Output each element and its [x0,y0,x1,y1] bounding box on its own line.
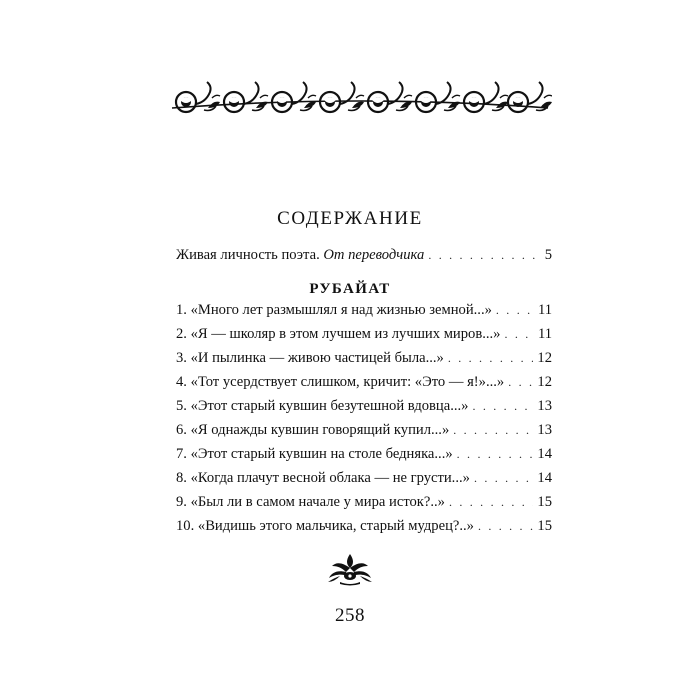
palmette-fleuron-ornament-icon [326,552,374,586]
page-number: 258 [335,605,365,626]
dot-leader [453,423,533,438]
dot-leader [428,248,540,263]
toc-page-number: 14 [537,446,552,462]
toc-page-number: 11 [537,302,552,318]
dot-leader [449,495,533,510]
toc-page-number: 11 [537,326,552,342]
toc-page-number: 13 [537,398,552,414]
toc-entry[interactable] [176,422,552,446]
toc-entry-text: 10. «Видишь этого мальчика, старый мудрец?..» [176,518,474,534]
toc-entry-text: 8. «Когда плачут весной облака — не грусти...» [176,470,470,486]
toc-entry-text: 9. «Был ли в самом начале у мира исток?..» [176,494,445,510]
toc-entry[interactable] [176,518,552,542]
toc-entry-text: 3. «И пылинка — живою частицей была...» [176,350,444,366]
toc-entry-text: 5. «Этот старый кувшин безутешной вдовца...» [176,398,469,414]
section-heading: РУБАЙАТ [309,281,391,297]
toc-entry[interactable] [176,470,552,494]
dot-leader [457,447,534,462]
toc-entry-text: 4. «Тот усердствует слишком, кричит: «Это — я!»...» [176,374,505,390]
contents-title: СОДЕРЖАНИЕ [277,208,423,229]
dot-leader [472,399,533,414]
toc-page-number: 13 [537,422,552,438]
toc-page-number: 12 [537,374,552,390]
toc-entry[interactable] [176,398,552,422]
toc-entry-text: 1. «Много лет размышлял я над жизнью земной...» [176,302,492,318]
scroll-vine-ornament-icon [168,74,552,120]
dot-leader [478,519,533,534]
toc-entry-text: 6. «Я однажды кувшин говорящий купил...» [176,422,450,438]
toc-entry[interactable] [176,374,552,398]
toc-page-number: 5 [544,247,552,263]
dot-leader [508,375,533,390]
dot-leader [496,303,534,318]
toc-entry[interactable] [176,350,552,374]
toc-entry[interactable] [176,302,552,326]
dot-leader [474,471,533,486]
toc-entry-text: 2. «Я — школяр в этом лучшем из лучших миров...» [176,326,501,342]
toc-entry-text: 7. «Этот старый кувшин на столе бедняка...» [176,446,453,462]
toc-entry[interactable] [176,446,552,470]
toc-entry-intro[interactable] [176,247,552,271]
toc-page-number: 14 [537,470,552,486]
toc-entry[interactable] [176,494,552,518]
toc-entry[interactable] [176,326,552,350]
dot-leader [504,327,533,342]
toc-entry-text: Живая личность поэта. От переводчика [176,247,425,263]
dot-leader [448,351,534,366]
toc-page-number: 15 [537,518,552,534]
toc-page-number: 12 [537,350,552,366]
toc-page-number: 15 [537,494,552,510]
